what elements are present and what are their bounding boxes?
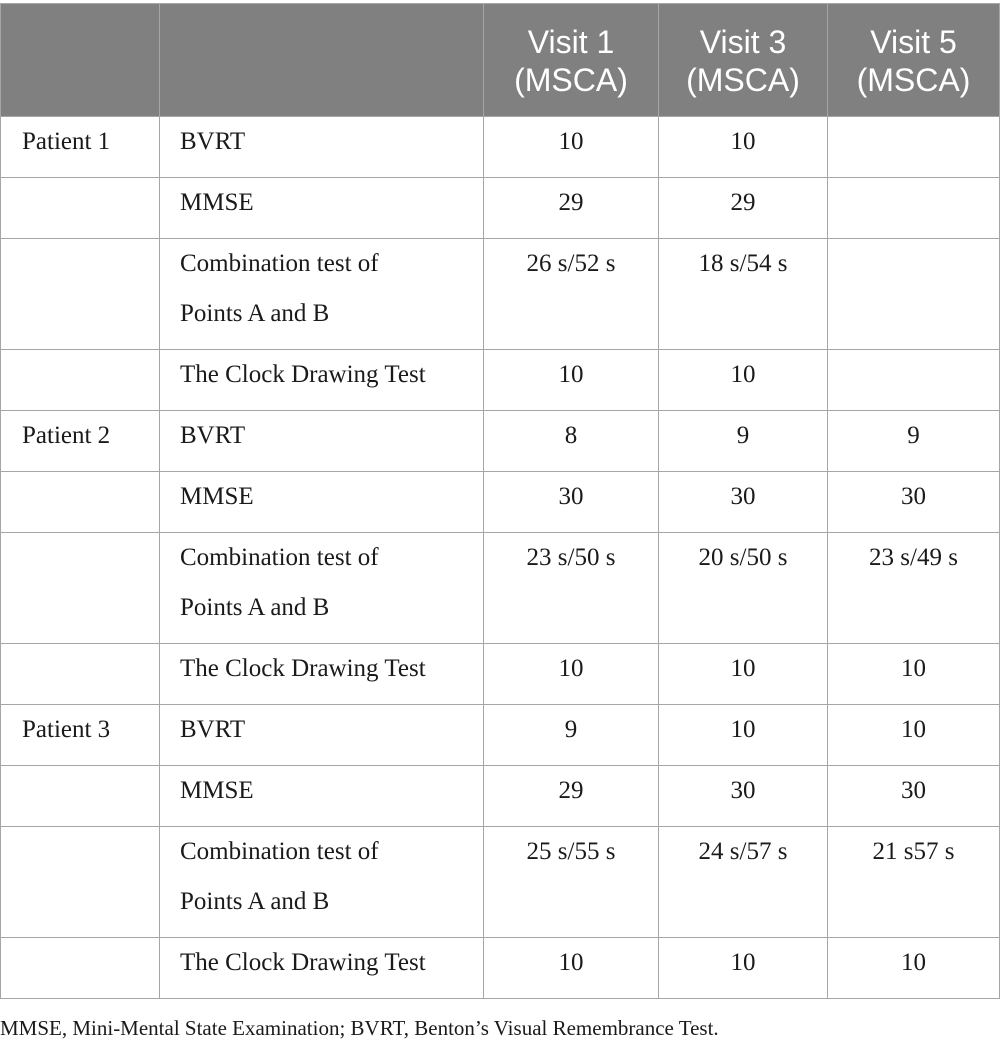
visit-1-value-cell: 23 s/50 s: [484, 533, 659, 644]
visit-1-value-cell: 10: [484, 644, 659, 705]
visit-3-value-cell: 10: [659, 350, 828, 411]
visit-1-value-cell: 25 s/55 s: [484, 827, 659, 938]
test-name-cell: BVRT: [160, 411, 484, 472]
visit-3-value-cell: 10: [659, 117, 828, 178]
header-visit-5: [828, 4, 1000, 117]
visit-3-value-cell: 30: [659, 766, 828, 827]
test-name-cell: BVRT: [160, 117, 484, 178]
visit-1-value-cell: 26 s/52 s: [484, 239, 659, 350]
test-name-cell: MMSE: [160, 472, 484, 533]
test-name-cell: The Clock Drawing Test: [160, 938, 484, 999]
table-footnote: MMSE, Mini-Mental State Examination; BVRT, Benton’s Visual Remembrance Test.: [0, 1016, 719, 1040]
header-row: [1, 4, 1000, 117]
table-row: [1, 117, 1000, 178]
visit-1-value-cell: 29: [484, 178, 659, 239]
visit-5-value-cell: 10: [828, 644, 1000, 705]
visit-5-value-cell: [828, 350, 1000, 411]
test-name-cell: The Clock Drawing Test: [160, 350, 484, 411]
test-name-cell: MMSE: [160, 766, 484, 827]
visit-5-value-cell: 9: [828, 411, 1000, 472]
table-row: [1, 766, 1000, 827]
test-name-line: Points A and B: [180, 888, 330, 915]
visit-1-value-cell: 29: [484, 766, 659, 827]
test-name-line: Combination test of: [180, 838, 379, 865]
patient-cell: Patient 2: [1, 411, 160, 472]
table-row: [1, 350, 1000, 411]
visit-5-value-cell: 30: [828, 766, 1000, 827]
table-row: [1, 705, 1000, 766]
visit-5-value-cell: 21 s57 s: [828, 827, 1000, 938]
table-row: [1, 938, 1000, 999]
visit-3-value-cell: 9: [659, 411, 828, 472]
visit-5-value-cell: 30: [828, 472, 1000, 533]
table-row: [1, 472, 1000, 533]
header-visit-1-label: Visit 1 (MSCA): [514, 24, 628, 98]
test-name-cell: The Clock Drawing Test: [160, 644, 484, 705]
visit-1-value-cell: 8: [484, 411, 659, 472]
test-name-line: Combination test of: [180, 544, 379, 571]
patient-cell: [1, 472, 160, 533]
header-visit-1: [484, 4, 659, 117]
table-row: [1, 178, 1000, 239]
visit-1-value-cell: 10: [484, 117, 659, 178]
results-table: [0, 3, 1000, 999]
table-row: [1, 411, 1000, 472]
visit-1-value-cell: 10: [484, 938, 659, 999]
test-name-cell: MMSE: [160, 178, 484, 239]
visit-5-value-cell: 10: [828, 938, 1000, 999]
visit-3-value-cell: 18 s/54 s: [659, 239, 828, 350]
test-name-line: Points A and B: [180, 594, 330, 621]
visit-1-value-cell: 9: [484, 705, 659, 766]
visit-1-value-cell: 30: [484, 472, 659, 533]
visit-5-value-cell: [828, 239, 1000, 350]
test-name-line: Points A and B: [180, 300, 330, 327]
patient-cell: [1, 239, 160, 350]
visit-3-value-cell: 29: [659, 178, 828, 239]
table-row: [1, 827, 1000, 938]
test-name-cell: BVRT: [160, 705, 484, 766]
header-visit-3: [659, 4, 828, 117]
patient-cell: [1, 644, 160, 705]
visit-3-value-cell: 24 s/57 s: [659, 827, 828, 938]
visit-5-value-cell: 23 s/49 s: [828, 533, 1000, 644]
header-test: [160, 4, 484, 117]
patient-cell: Patient 3: [1, 705, 160, 766]
visit-3-value-cell: 10: [659, 644, 828, 705]
patient-cell: [1, 827, 160, 938]
patient-cell: [1, 938, 160, 999]
patient-cell: [1, 533, 160, 644]
test-name-line: Combination test of: [180, 250, 379, 277]
patient-cell: [1, 178, 160, 239]
header-visit-5-label: Visit 5 (MSCA): [856, 24, 971, 98]
visit-5-value-cell: 10: [828, 705, 1000, 766]
patient-cell: [1, 766, 160, 827]
table-row: [1, 644, 1000, 705]
test-name-cell: [160, 533, 484, 644]
visit-1-value-cell: 10: [484, 350, 659, 411]
patient-cell: [1, 350, 160, 411]
visit-5-value-cell: [828, 178, 1000, 239]
visit-3-value-cell: 10: [659, 938, 828, 999]
visit-3-value-cell: 10: [659, 705, 828, 766]
header-patient: [1, 4, 160, 117]
test-name-cell: [160, 827, 484, 938]
visit-3-value-cell: 30: [659, 472, 828, 533]
visit-3-value-cell: 20 s/50 s: [659, 533, 828, 644]
test-name-cell: [160, 239, 484, 350]
header-visit-3-label: Visit 3 (MSCA): [686, 24, 800, 98]
patient-cell: Patient 1: [1, 117, 160, 178]
table-row: [1, 239, 1000, 350]
table-body: [1, 117, 1000, 999]
table-row: [1, 533, 1000, 644]
visit-5-value-cell: [828, 117, 1000, 178]
